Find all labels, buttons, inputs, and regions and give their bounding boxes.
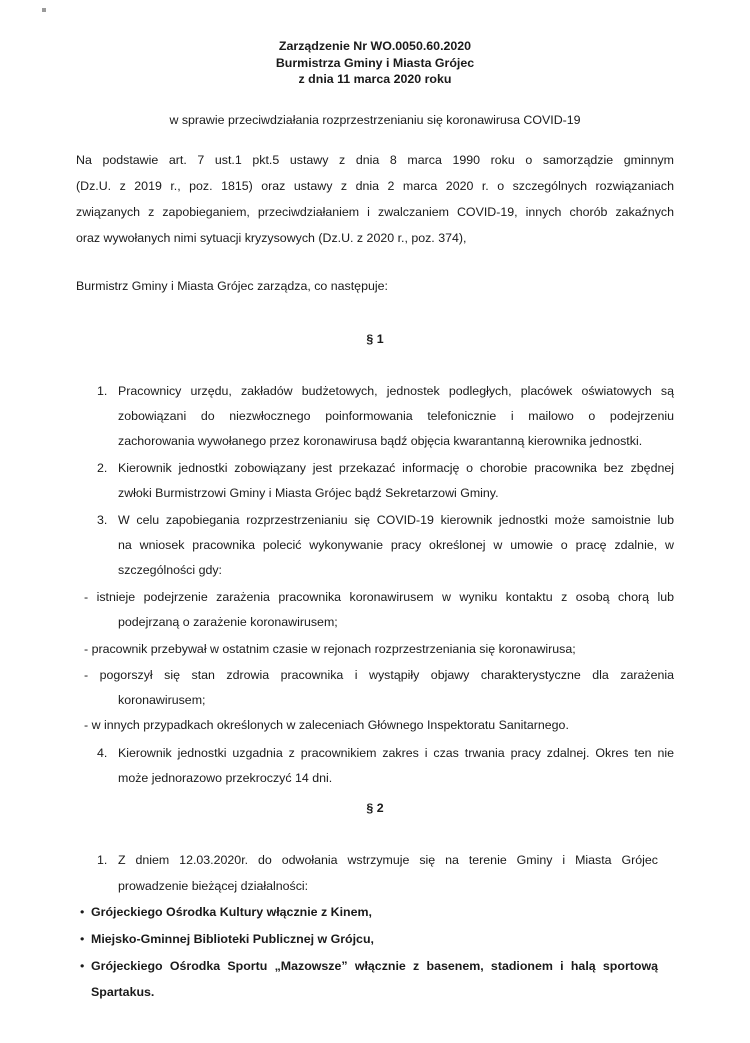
- dash-item: - w innych przypadkach określonych w zaleceniach Głównego Inspektoratu Sanitarnego.: [84, 718, 569, 732]
- bullet-item-cont: Spartakus.: [91, 985, 155, 999]
- order-number: Zarządzenie Nr WO.0050.60.2020: [278, 39, 472, 53]
- preamble-line: oraz wywołanych nimi sytuacji kryzysowych (Dz.U. z 2020 r., poz. 374),: [76, 231, 467, 245]
- item-number: 3.: [97, 513, 108, 527]
- item-number: 1.: [97, 384, 108, 398]
- item-number: 4.: [97, 746, 108, 760]
- item-line: Z dniem 12.03.2020r. do odwołania wstrzymuje się na terenie Gminy i Miasta Grójec: [118, 853, 658, 867]
- item-line: zobowiązani do niezwłocznego poinformowania telefonicznie i mailowo o podejrzeniu: [118, 409, 674, 423]
- scan-mark: [42, 8, 46, 12]
- section-2-heading: § 2: [366, 801, 384, 815]
- item-line: Kierownik jednostki uzgadnia z pracownikiem zakres i czas trwania pracy zdalnej. Okres ten nie: [118, 746, 674, 760]
- dash-item: - pogorszył się stan zdrowia pracownika i wystąpiły objawy charakterystyczne dla zarażenia: [84, 668, 674, 682]
- item-number: 2.: [97, 461, 108, 475]
- item-line: zwłoki Burmistrzowi Gminy i Miasta Grójec bądź Sekretarzowi Gminy.: [118, 486, 499, 500]
- bullet-item: Grójeckiego Ośrodka Kultury włącznie z Kinem,: [91, 905, 372, 919]
- bullet-icon: •: [80, 932, 85, 946]
- item-number: 1.: [97, 853, 108, 867]
- dash-item-cont: podejrzaną o zarażenie koronawirusem;: [118, 615, 338, 629]
- item-line: W celu zapobiegania rozprzestrzenianiu się COVID-19 kierownik jednostki może samoistnie lub: [118, 513, 674, 527]
- bullet-item: Miejsko-Gminnej Biblioteki Publicznej w Grójcu,: [91, 932, 374, 946]
- item-line: szczególności gdy:: [118, 563, 222, 577]
- dash-item-cont: koronawirusem;: [118, 693, 206, 707]
- document-subject: w sprawie przeciwdziałania rozprzestrzenianiu się koronawirusa COVID-19: [169, 113, 581, 127]
- item-line: Kierownik jednostki zobowiązany jest przekazać informację o chorobie pracownika bez zbędnej: [118, 461, 674, 475]
- dash-item: - istnieje podejrzenie zarażenia pracownika koronawirusem w wyniku kontaktu z osobą chorą lub: [84, 590, 674, 604]
- preamble-line: związanych z zapobieganiem, przeciwdziałaniem i zwalczaniem COVID-19, innych chorób zakaźnych: [76, 205, 674, 219]
- item-line: może jednorazowo przekroczyć 14 dni.: [118, 771, 333, 785]
- item-line: Pracownicy urzędu, zakładów budżetowych, jednostek podległych, placówek oświatowych są: [118, 384, 674, 398]
- item-line: na wniosek pracownika polecić wykonywanie pracy określonej w umowie o pracę zdalnie, w: [118, 538, 674, 552]
- document-header: [0, 38, 750, 88]
- preamble-line: Na podstawie art. 7 ust.1 pkt.5 ustawy z dnia 8 marca 1990 roku o samorządzie gminnym: [76, 153, 674, 167]
- bullet-item: Grójeckiego Ośrodka Sportu „Mazowsze” włącznie z basenem, stadionem i halą sportową: [91, 959, 658, 973]
- item-line: prowadzenie bieżącej działalności:: [118, 879, 309, 893]
- bullet-icon: •: [80, 959, 85, 973]
- order-date: z dnia 11 marca 2020 roku: [298, 72, 452, 86]
- intro-text: Burmistrz Gminy i Miasta Grójec zarządza, co następuje:: [76, 279, 388, 293]
- bullet-icon: •: [80, 905, 85, 919]
- issuer: Burmistrza Gminy i Miasta Grójec: [275, 55, 475, 70]
- dash-item: - pracownik przebywał w ostatnim czasie w rejonach rozprzestrzeniania się koronawirusa;: [84, 642, 576, 656]
- section-1-heading: § 1: [366, 332, 384, 346]
- item-line: zachorowania wywołanego przez koronawirusa bądź objęcia kwarantanną kierownika jednostki.: [118, 434, 643, 448]
- preamble-line: (Dz.U. z 2019 r., poz. 1815) oraz ustawy z dnia 2 marca 2020 r. o szczególnych rozwiązaniach: [76, 179, 674, 193]
